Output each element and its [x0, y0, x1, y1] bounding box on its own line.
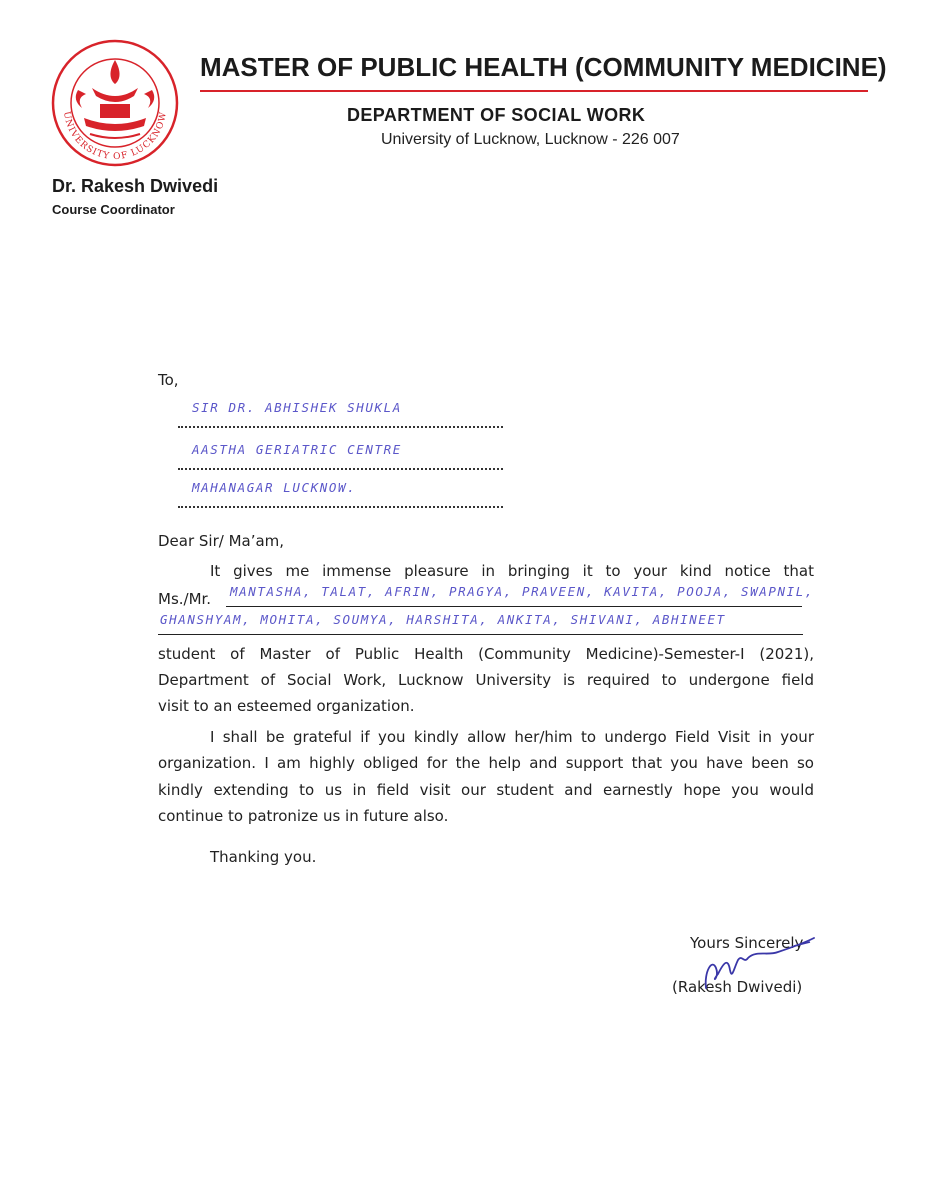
- salutation: Dear Sir/ Ma’am,: [158, 532, 285, 550]
- paragraph-2-line-1: I shall be grateful if you kindly allow her/him to undergo Field Visit in your: [210, 728, 814, 746]
- paragraph-2-line-4: continue to patronize us in future also.: [158, 807, 449, 825]
- letterhead-title: MASTER OF PUBLIC HEALTH (COMMUNITY MEDICINE): [200, 52, 887, 82]
- student-names-line-2-text: GHANSHYAM, MOHITA, SOUMYA, HARSHITA, ANKITA, SHIVANI, ABHINEET: [160, 612, 726, 627]
- closing-thanks: Thanking you.: [210, 848, 317, 866]
- address-line-2-text: AASTHA GERIATRIC CENTRE: [192, 442, 402, 457]
- student-names-line-2: [158, 612, 803, 635]
- coordinator-title: Course Coordinator: [52, 202, 175, 217]
- closing-yours-sincerely: Yours Sincerely: [690, 934, 804, 952]
- paragraph-2-line-2: organization. I am highly obliged for the help and support that you have been so: [158, 754, 814, 772]
- svg-text:UNIVERSITY OF LUCKNOW: [61, 111, 169, 162]
- university-seal-logo: [50, 38, 180, 168]
- paragraph-2-line-3: kindly extending to us in field visit our student and earnestly hope you would: [158, 781, 814, 799]
- paragraph-1-line-3: student of Master of Public Health (Community Medicine)-Semester-I (2021),: [158, 645, 814, 663]
- paragraph-1-line-5: visit to an esteemed organization.: [158, 697, 415, 715]
- to-label: To,: [158, 371, 179, 389]
- letterhead-divider: [200, 90, 868, 92]
- signatory-name: (Rakesh Dwivedi): [672, 978, 803, 996]
- msmr-label: Ms./Mr.: [158, 590, 212, 608]
- coordinator-name: Dr. Rakesh Dwivedi: [52, 176, 219, 196]
- signature-mark: [698, 928, 818, 996]
- address-line-3: [178, 478, 503, 510]
- address-line-1: [178, 398, 503, 430]
- address-line-2: [178, 440, 503, 472]
- university-address: University of Lucknow, Lucknow - 226 007: [381, 131, 680, 148]
- seal-text: UNIVERSITY OF LUCKNOW: [61, 110, 170, 163]
- paragraph-1-line-4: Department of Social Work, Lucknow University is required to undergone field: [158, 671, 814, 689]
- address-line-3-text: MAHANAGAR LUCKNOW.: [192, 480, 357, 495]
- address-line-1-text: SIR DR. ABHISHEK SHUKLA: [192, 400, 402, 415]
- student-names-line-1-text: MANTASHA, TALAT, AFRIN, PRAGYA, PRAVEEN, KAVITA, POOJA, SWAPNIL,: [230, 584, 815, 599]
- paragraph-1-line-1: It gives me immense pleasure in bringing it to your kind notice that: [210, 562, 814, 580]
- student-names-line-1: [226, 584, 815, 607]
- department-name: DEPARTMENT OF SOCIAL WORK: [347, 105, 646, 125]
